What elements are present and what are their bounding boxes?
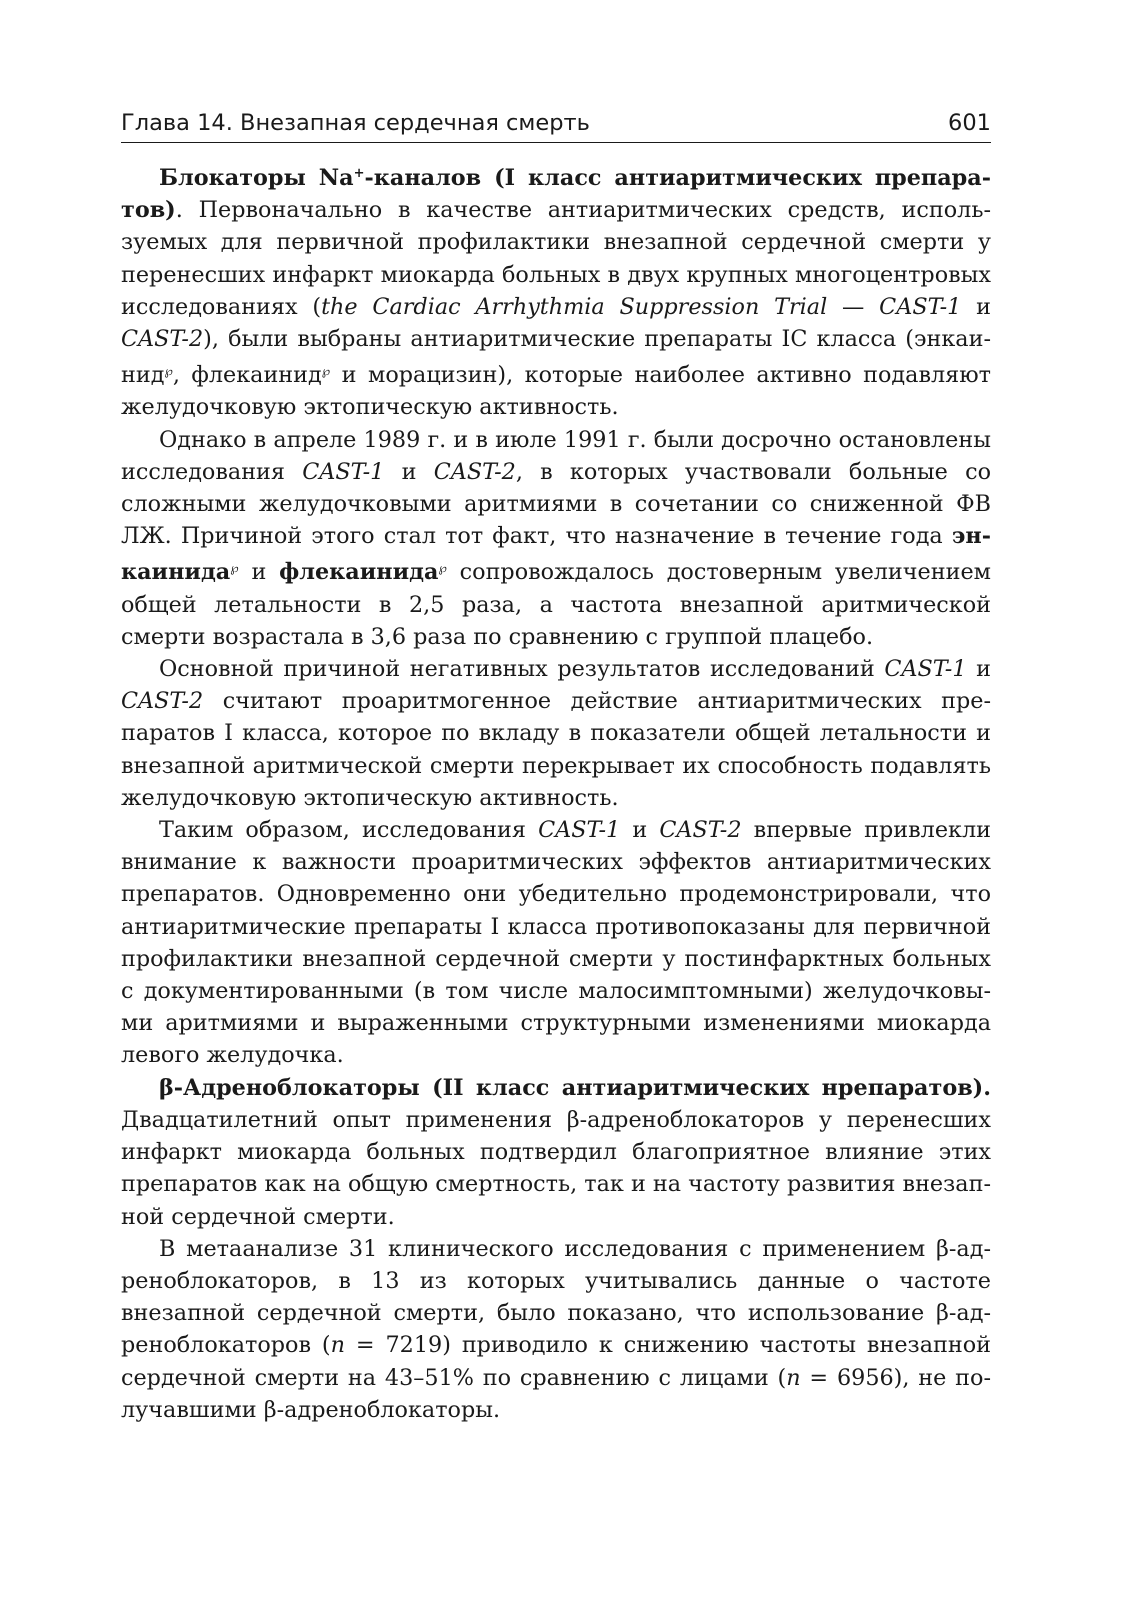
paragraph-text: Основной причиной негативных результатов исследований: [159, 656, 885, 683]
drug-name-bold: энкаинида: [121, 523, 991, 586]
paragraph-beta-blockers: [121, 1072, 991, 1233]
heading-text: -каналов (I класс антиаритмических препаратов): [121, 165, 991, 224]
heading-text: Блокаторы Na: [159, 165, 354, 191]
trial-abbr: CAST-1: [879, 293, 962, 320]
page-body: [121, 162, 991, 1426]
trial-abbr: CAST-1: [884, 656, 967, 683]
paragraph-text: В метаанализе 31 клинического исследования с применением β-адреноблокаторов, в 13 из которых учитывались данные о частоте внезапной сердечной смерти, было показано, что использование β-адреноблокаторов (: [121, 1235, 991, 1359]
paragraph-text: , в которых участвовали больные со сложными желудочковыми аритмиями в сочетании со сниженной ФВ ЛЖ. Причиной этого стал тот факт, что назначение в течение года: [121, 458, 991, 550]
paragraph-text: ), были выбраны антиаритмические препараты IC класса (энкаинид: [121, 326, 991, 389]
unregistered-drug-icon: ℘: [164, 364, 173, 379]
paragraph-meta-analysis: [121, 1233, 991, 1426]
sample-size-symbol: n: [786, 1364, 801, 1391]
unregistered-drug-icon: ℘: [230, 561, 239, 576]
trial-name: the Cardiac Arrhythmia Suppression Trial: [321, 293, 828, 320]
paragraph-text: считают проаритмогенное действие антиаритмических препаратов I класса, которое по вкладу в показатели общей летальности и внезапной аритмической смерти перекрывает их способность подавлять желудочковую эктопическую активность.: [121, 688, 991, 811]
trial-abbr: CAST-2: [121, 688, 204, 715]
paragraph-cast-stopped: [121, 424, 991, 653]
paragraph-text: сопровождалось достоверным увеличением общей летальности в 2,5 раза, а частота внезапной аритмической смерти возрастала в 3,6 раза по сравнению с группой плацебо.: [121, 559, 991, 650]
paragraph-text: Двадцатилетний опыт применения β-адреноблокаторов у перенесших инфаркт миокарда больных подтвердил благоприятное влияние этих препаратов как на общую смертность, так и на частоту развития внезапной сердечной смерти.: [121, 1106, 991, 1230]
unregistered-drug-icon: ℘: [321, 364, 331, 379]
paragraph-cast-conclusion: [121, 814, 991, 1072]
paragraph-text: Таким образом, исследования: [159, 817, 539, 844]
trial-abbr: CAST-1: [302, 458, 385, 485]
paragraph-text: и: [966, 656, 992, 683]
paragraph-text: и: [961, 293, 992, 320]
trial-abbr: CAST-2: [659, 817, 742, 844]
paragraph-text: и: [384, 458, 434, 485]
paragraph-sodium-blockers: [121, 162, 991, 424]
sample-size-symbol: n: [330, 1332, 345, 1359]
paragraph-text: = 6956), не получавшими β-адреноблокаторы.: [121, 1364, 992, 1423]
paragraph-text: и морацизин), которые наиболее активно подавляют желудочковую эктопическую активность.: [121, 362, 991, 421]
drug-name-bold: флекаинида: [279, 559, 439, 586]
superscript-plus: +: [353, 166, 365, 181]
running-header: [121, 106, 991, 143]
trial-abbr: CAST-2: [121, 326, 204, 353]
chapter-title: Глава 14. Внезапная сердечная смерть: [121, 110, 590, 136]
paragraph-text: и: [238, 559, 280, 586]
trial-abbr: CAST-1: [538, 817, 621, 844]
paragraph-text: . Первоначально в качестве антиаритмических средств, используемых для первичной профилактики внезапной сердечной смерти у перенесших инфаркт миокарда больных в двух крупных многоцентровых исследованиях (: [121, 197, 991, 320]
heading-beta-blockers: β-Адреноблокаторы (II класс антиаритмических нрепаратов).: [159, 1074, 991, 1101]
paragraph-text: Однако в апреле 1989 г. и в июле 1991 г. были досрочно остановлены исследования: [121, 426, 991, 485]
paragraph-text: впервые привлекли внимание к важности проаритмических эффектов антиаритмических препаратов. Одновременно они убедительно продемонстрировали, что антиаритмические препараты I класса противопоказаны для первичной профилактики внезапной сердечной смерти у постинфарктных больных с документированными (в том числе малосимптомными) желудочковыми аритмиями и выраженными структурными изменениями миокарда левого желудочка.: [121, 817, 992, 1069]
paragraph-text: —: [827, 293, 880, 320]
unregistered-drug-icon: ℘: [438, 561, 447, 576]
paragraph-text: , флекаинид: [172, 362, 322, 389]
trial-abbr: CAST-2: [433, 458, 516, 485]
page-number: 601: [948, 110, 991, 136]
paragraph-text: = 7219) приводило к снижению частоты внезапной сердечной смерти на 43–51% по сравнению с лицами (: [121, 1332, 991, 1391]
paragraph-cast-reason: [121, 653, 991, 814]
paragraph-text: и: [620, 817, 660, 844]
